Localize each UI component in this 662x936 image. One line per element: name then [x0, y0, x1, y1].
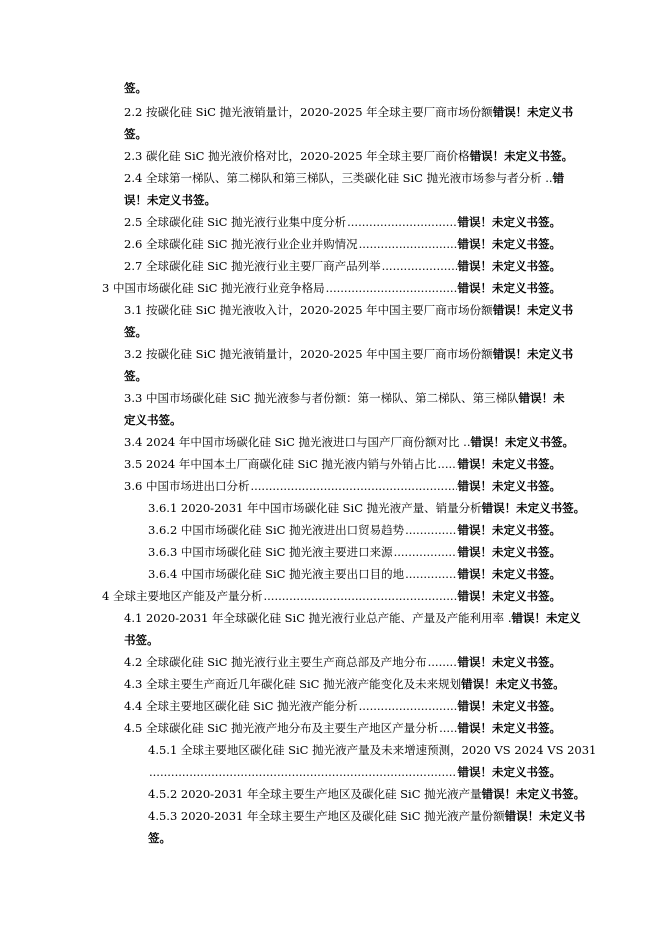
toc-entry-continuation	[124, 80, 561, 96]
dot-leader	[326, 280, 457, 296]
toc-entry-4-3[interactable]	[124, 676, 565, 692]
error-text: 错误！未定义书签。	[457, 589, 561, 603]
toc-entry-4-2[interactable]	[124, 654, 561, 670]
toc-entry-text: 书签。	[124, 633, 159, 647]
toc-entry-text: 误！未定义书签。	[124, 193, 216, 207]
toc-entry-text: 3.6.3 中国市场碳化硅 SiC 抛光液主要进口来源	[148, 545, 393, 559]
toc-entry-3-6-2[interactable]	[148, 522, 561, 538]
toc-entry-4-5[interactable]	[124, 720, 561, 736]
error-text: 错误！未定义书签。	[457, 545, 561, 559]
error-text: 错误！未定义	[511, 611, 581, 625]
toc-entry-4[interactable]	[102, 588, 561, 604]
toc-entry-text: 4.4 全球主要地区碳化硅 SiC 抛光液产能分析	[124, 699, 358, 713]
toc-entry-text: 3.3 中国市场碳化硅 SiC 抛光液参与者份额：第一梯队、第二梯队、第三梯队	[124, 391, 519, 405]
toc-entry-text: 2.4 全球第一梯队、第二梯队和第三梯队，三类碳化硅 SiC 抛光液市场参与者分析 ..	[124, 171, 553, 185]
toc-entry-text: 4.2 全球碳化硅 SiC 抛光液行业主要生产商总部及产地分布	[124, 655, 427, 669]
toc-entry-text: 3.4 2024 年中国市场碳化硅 SiC 抛光液进口与国产厂商份额对比 ..	[124, 435, 471, 449]
error-text: 错误！未定义书签。	[457, 567, 561, 581]
toc-entry-continuation	[124, 412, 561, 428]
toc-entry-3-6-3[interactable]	[148, 544, 561, 560]
error-text: 错误！未定义书签。	[457, 479, 561, 493]
dot-leader	[149, 764, 457, 780]
toc-entry-text: 3 中国市场碳化硅 SiC 抛光液行业竞争格局	[102, 281, 325, 295]
error-text: 错误！未定义书签。	[470, 435, 574, 449]
error-text: 错误！未定义书	[492, 105, 574, 119]
error-text: 错误！未定义书签。	[481, 787, 586, 801]
toc-entry-text: 3.2 按碳化硅 SiC 抛光液销量计，2020-2025 年中国主要厂商市场份额	[124, 347, 493, 361]
dot-leader	[405, 522, 456, 538]
error-text: 错误！未定义书	[492, 303, 574, 317]
toc-entry-3-6[interactable]	[124, 478, 561, 494]
toc-entry-2-3[interactable]	[124, 148, 574, 164]
error-text: 错误！未定义书签。	[457, 281, 561, 295]
toc-entry-text: 4.5.3 2020-2031 年全球主要生产地区及碳化硅 SiC 抛光液产量份额	[148, 809, 505, 823]
toc-entry-3-6-4[interactable]	[148, 566, 561, 582]
toc-entry-4-4[interactable]	[124, 698, 561, 714]
toc-entry-text: 定义书签。	[124, 413, 182, 427]
toc-entry-2-4[interactable]	[124, 170, 565, 186]
toc-entry-2-7[interactable]	[124, 258, 561, 274]
dot-leader	[250, 478, 456, 494]
toc-entry-text: 签。	[124, 369, 147, 383]
dot-leader	[359, 698, 457, 714]
toc-entry-text: 2.5 全球碳化硅 SiC 抛光液行业集中度分析	[124, 215, 347, 229]
error-text: 错	[552, 171, 565, 185]
dot-leader	[263, 588, 456, 604]
error-text: 错误！未定义书签。	[457, 765, 561, 779]
toc-entry-text: 4.1 2020-2031 年全球碳化硅 SiC 抛光液行业总产能、产量及产能利用率 .	[124, 611, 512, 625]
toc-entry-4-1[interactable]	[124, 610, 581, 626]
toc-entry-3-2[interactable]	[124, 346, 574, 362]
toc-entry-continuation	[124, 192, 561, 208]
toc-entry-3-3[interactable]	[124, 390, 565, 406]
toc-entry-text: 3.6.2 中国市场碳化硅 SiC 抛光液进出口贸易趋势	[148, 523, 405, 537]
dot-leader	[439, 720, 456, 736]
toc-entry-text: 签。	[148, 831, 171, 845]
toc-entry-2-6[interactable]	[124, 236, 561, 252]
toc-entry-text: 3.6.4 中国市场碳化硅 SiC 抛光液主要出口目的地	[148, 567, 405, 581]
error-text: 错误！未定义书签。	[457, 457, 561, 471]
error-text: 错误！未定义书签。	[457, 655, 561, 669]
error-text: 错误！未定义书签。	[457, 699, 561, 713]
toc-entry-text: 2.7 全球碳化硅 SiC 抛光液行业主要厂商产品列举	[124, 259, 381, 273]
toc-entry-3-6-1[interactable]	[148, 500, 586, 516]
error-text: 错误！未	[518, 391, 565, 405]
toc-entry-text: 签。	[124, 81, 147, 95]
dot-leader	[394, 544, 457, 560]
toc-entry-text: 3.1 按碳化硅 SiC 抛光液收入计，2020-2025 年中国主要厂商市场份额	[124, 303, 493, 317]
toc-entry-2-5[interactable]	[124, 214, 561, 230]
toc-entry-3-1[interactable]	[124, 302, 574, 318]
error-text: 错误！未定义书签。	[457, 237, 561, 251]
toc-entry-4-5-3[interactable]	[148, 808, 586, 824]
toc-entry-continuation	[148, 764, 561, 780]
toc-entry-continuation	[124, 632, 561, 648]
toc-entry-text: 2.2 按碳化硅 SiC 抛光液销量计，2020-2025 年全球主要厂商市场份额	[124, 105, 493, 119]
toc-entry-continuation	[124, 324, 561, 340]
toc-entry-continuation	[148, 830, 561, 846]
toc-entry-text: 4.5.1 全球主要地区碳化硅 SiC 抛光液产量及未来增速预测，2020 VS 2024 VS 2031	[148, 743, 597, 757]
toc-entry-text: 3.5 2024 年中国本土厂商碳化硅 SiC 抛光液内销与外销占比	[124, 457, 437, 471]
dot-leader	[382, 258, 457, 274]
toc-entry-3-5[interactable]	[124, 456, 561, 472]
toc-entry-3-4[interactable]	[124, 434, 574, 450]
error-text: 错误！未定义书签。	[457, 523, 561, 537]
toc-entry-continuation	[124, 368, 561, 384]
toc-entry-text: 3.6.1 2020-2031 年中国市场碳化硅 SiC 抛光液产量、销量分析	[148, 501, 482, 515]
toc-entry-text: 4.3 全球主要生产商近几年碳化硅 SiC 抛光液产能变化及未来规划	[124, 677, 462, 691]
toc-entry-3[interactable]	[102, 280, 561, 296]
dot-leader	[405, 566, 456, 582]
toc-entry-text: 4.5 全球碳化硅 SiC 抛光液产地分布及主要生产地区产量分析	[124, 721, 439, 735]
error-text: 错误！未定义书	[504, 809, 586, 823]
error-text: 错误！未定义书	[492, 347, 574, 361]
toc-entry-text: 2.6 全球碳化硅 SiC 抛光液行业企业并购情况	[124, 237, 358, 251]
toc-entry-text: 签。	[124, 127, 147, 141]
dot-leader	[359, 236, 457, 252]
dot-leader	[347, 214, 456, 230]
toc-entry-text: 签。	[124, 325, 147, 339]
dot-leader	[428, 654, 457, 670]
toc-entry-text: 4.5.2 2020-2031 年全球主要生产地区及碳化硅 SiC 抛光液产量	[148, 787, 482, 801]
toc-entry-2-2[interactable]	[124, 104, 574, 120]
toc-entry-4-5-1[interactable]	[148, 742, 597, 758]
dot-leader	[438, 456, 457, 472]
error-text: 错误！未定义书签。	[469, 149, 574, 163]
error-text: 错误！未定义书签。	[481, 501, 586, 515]
error-text: 错误！未定义书签。	[457, 215, 561, 229]
toc-entry-text: 2.3 碳化硅 SiC 抛光液价格对比，2020-2025 年全球主要厂商价格	[124, 149, 470, 163]
toc-entry-text: 4 全球主要地区产能及产量分析	[102, 589, 263, 603]
error-text: 错误！未定义书签。	[457, 259, 561, 273]
error-text: 错误！未定义书签。	[461, 677, 565, 691]
error-text: 错误！未定义书签。	[457, 721, 561, 735]
toc-entry-4-5-2[interactable]	[148, 786, 586, 802]
toc-entry-text: 3.6 中国市场进出口分析	[124, 479, 250, 493]
toc-entry-continuation	[124, 126, 561, 142]
